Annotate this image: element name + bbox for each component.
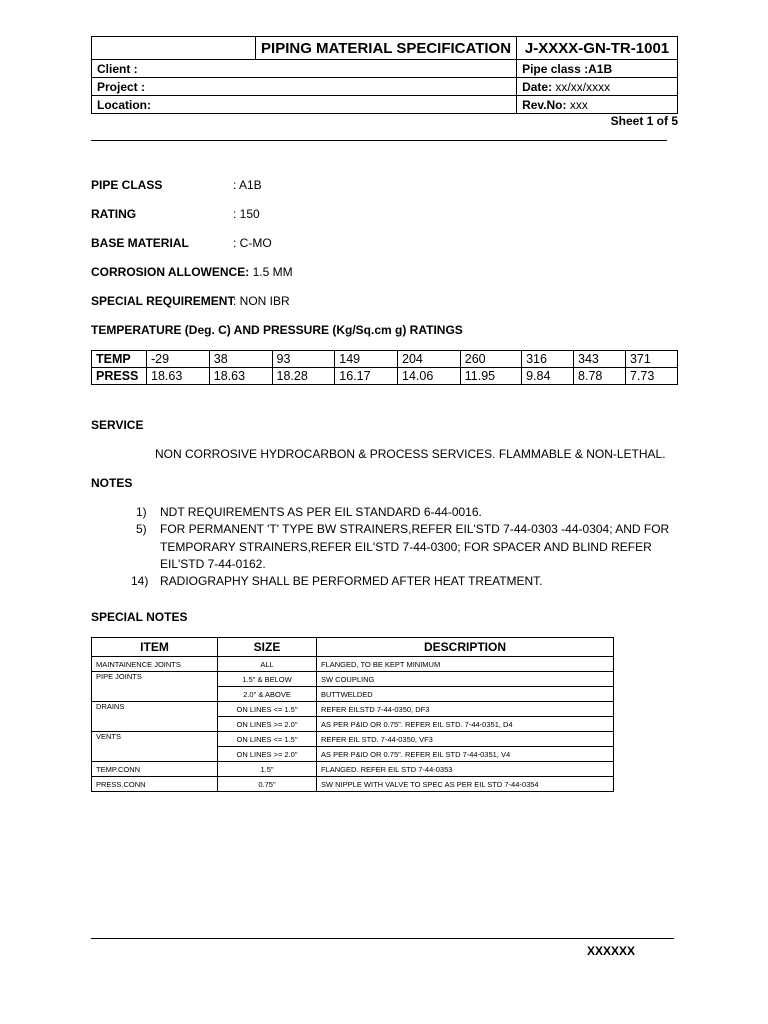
document-number: J-XXXX-GN-TR-1001 bbox=[517, 37, 678, 60]
ratings-heading: TEMPERATURE (Deg. C) AND PRESSURE (Kg/Sq.cm g) RATINGS bbox=[91, 323, 463, 337]
footer-code: XXXXXX bbox=[587, 944, 636, 958]
size-cell: ON LINES >= 2.0" bbox=[218, 717, 317, 732]
corrosion-value: 1.5 MM bbox=[252, 265, 293, 279]
description-cell: AS PER P&ID OR 0.75". REFER EIL STD. 7-44-0351, D4 bbox=[317, 717, 614, 732]
special-requirement-label: SPECIAL REQUIREMENT bbox=[91, 294, 235, 308]
temp-cell: 260 bbox=[460, 351, 521, 368]
base-material-field bbox=[91, 236, 272, 250]
size-cell: ON LINES <= 1.5" bbox=[218, 732, 317, 747]
header-blank-cell bbox=[92, 37, 256, 60]
description-cell: AS PER P&ID OR 0.75". REFER EIL STD 7-44-0351, V4 bbox=[317, 747, 614, 762]
rating-value: : 150 bbox=[233, 207, 260, 221]
note-line: NDT REQUIREMENTS AS PER EIL STANDARD 6-44-0016. bbox=[160, 505, 482, 519]
special-notes-table bbox=[91, 637, 614, 792]
size-cell: 1.5" bbox=[218, 762, 317, 777]
pipe-class-field bbox=[91, 178, 262, 192]
date-cell bbox=[517, 78, 678, 96]
pipe-class-cell: Pipe class :A1B bbox=[517, 60, 678, 78]
temp-label: TEMP bbox=[92, 351, 147, 368]
service-text: NON CORROSIVE HYDROCARBON & PROCESS SERVICES. FLAMMABLE & NON-LETHAL. bbox=[155, 447, 666, 461]
table-row bbox=[92, 762, 614, 777]
temp-cell: 204 bbox=[398, 351, 461, 368]
press-row bbox=[92, 368, 678, 385]
base-material-value: : C-MO bbox=[233, 236, 272, 250]
description-cell: BUTTWELDED bbox=[317, 687, 614, 702]
column-header: DESCRIPTION bbox=[317, 638, 614, 657]
special-requirement-value: : NON IBR bbox=[233, 294, 290, 308]
base-material-label: BASE MATERIAL bbox=[91, 236, 189, 250]
size-cell: 1.5" & BELOW bbox=[218, 672, 317, 687]
temp-cell: 93 bbox=[272, 351, 335, 368]
location-label: Location: bbox=[92, 96, 517, 114]
item-cell: PRESS.CONN bbox=[92, 777, 218, 792]
table-header-row bbox=[92, 638, 614, 657]
temp-cell: 38 bbox=[209, 351, 272, 368]
rating-field bbox=[91, 207, 260, 221]
press-cell: 11.95 bbox=[460, 368, 521, 385]
press-cell: 8.78 bbox=[574, 368, 626, 385]
press-cell: 7.73 bbox=[625, 368, 677, 385]
header-divider bbox=[91, 140, 667, 142]
description-cell: SW COUPLING bbox=[317, 672, 614, 687]
description-cell: FLANGED. REFER EIL STD 7-44-0353 bbox=[317, 762, 614, 777]
description-cell: REFER EIL STD. 7-44-0350, VF3 bbox=[317, 732, 614, 747]
rev-value: xxx bbox=[569, 97, 588, 112]
table-row bbox=[92, 777, 614, 792]
project-label: Project : bbox=[92, 78, 517, 96]
table-row bbox=[92, 702, 614, 717]
size-cell: ALL bbox=[218, 657, 317, 672]
date-label: Date: bbox=[522, 79, 553, 94]
note-line: EIL'STD 7-44-0162. bbox=[160, 557, 266, 571]
ratings-table bbox=[91, 350, 678, 385]
description-cell: REFER EILSTD 7-44-0350, DF3 bbox=[317, 702, 614, 717]
footer-divider bbox=[91, 938, 674, 940]
client-label: Client : bbox=[92, 60, 517, 78]
note-line: FOR PERMANENT 'T' TYPE BW STRAINERS,REFER EIL'STD 7-44-0303 -44-0304; AND FOR bbox=[160, 522, 670, 536]
rev-label: Rev.No: bbox=[522, 97, 567, 112]
temp-cell: 343 bbox=[574, 351, 626, 368]
press-cell: 18.63 bbox=[209, 368, 272, 385]
description-cell: FLANGED, TO BE KEPT MINIMUM bbox=[317, 657, 614, 672]
item-cell: VENTS bbox=[92, 732, 218, 762]
special-requirement-field bbox=[91, 294, 290, 308]
table-row bbox=[92, 672, 614, 687]
header-table bbox=[91, 36, 678, 114]
special-notes-heading: SPECIAL NOTES bbox=[91, 610, 188, 624]
press-cell: 18.28 bbox=[272, 368, 335, 385]
date-value: xx/xx/xxxx bbox=[555, 79, 611, 94]
item-cell: TEMP.CONN bbox=[92, 762, 218, 777]
document-title: PIPING MATERIAL SPECIFICATION bbox=[256, 37, 517, 60]
column-header: ITEM bbox=[92, 638, 218, 657]
item-cell: MAINTAINENCE JOINTS bbox=[92, 657, 218, 672]
size-cell: ON LINES <= 1.5" bbox=[218, 702, 317, 717]
rev-cell bbox=[517, 96, 678, 114]
note-number: 14) bbox=[131, 574, 149, 588]
pipe-class-label: PIPE CLASS bbox=[91, 178, 163, 192]
corrosion-label: CORROSION ALLOWENCE: bbox=[91, 265, 250, 279]
temp-cell: -29 bbox=[147, 351, 210, 368]
item-cell: DRAINS bbox=[92, 702, 218, 732]
temp-cell: 371 bbox=[625, 351, 677, 368]
table-row bbox=[92, 657, 614, 672]
column-header: SIZE bbox=[218, 638, 317, 657]
notes-heading: NOTES bbox=[91, 476, 133, 490]
corrosion-field bbox=[91, 265, 293, 279]
press-cell: 14.06 bbox=[398, 368, 461, 385]
note-number: 1) bbox=[136, 505, 147, 519]
note-line: RADIOGRAPHY SHALL BE PERFORMED AFTER HEAT TREATMENT. bbox=[160, 574, 543, 588]
size-cell: ON LINES >= 2.0" bbox=[218, 747, 317, 762]
rating-label: RATING bbox=[91, 207, 137, 221]
description-cell: SW NIPPLE WITH VALVE TO SPEC AS PER EIL STD 7-44-0354 bbox=[317, 777, 614, 792]
table-row bbox=[92, 732, 614, 747]
press-cell: 18.63 bbox=[147, 368, 210, 385]
press-cell: 16.17 bbox=[335, 368, 398, 385]
item-cell: PIPE JOINTS bbox=[92, 672, 218, 702]
temp-cell: 316 bbox=[522, 351, 574, 368]
temp-row bbox=[92, 351, 678, 368]
size-cell: 2.0" & ABOVE bbox=[218, 687, 317, 702]
note-line: TEMPORARY STRAINERS,REFER EIL'STD 7-44-0300; FOR SPACER AND BLIND REFER bbox=[160, 540, 652, 554]
size-cell: 0.75" bbox=[218, 777, 317, 792]
press-cell: 9.84 bbox=[522, 368, 574, 385]
service-heading: SERVICE bbox=[91, 418, 144, 432]
note-number: 5) bbox=[136, 522, 147, 536]
sheet-number: Sheet 1 of 5 bbox=[610, 114, 678, 128]
press-label: PRESS bbox=[92, 368, 147, 385]
temp-cell: 149 bbox=[335, 351, 398, 368]
pipe-class-value: : A1B bbox=[233, 178, 262, 192]
